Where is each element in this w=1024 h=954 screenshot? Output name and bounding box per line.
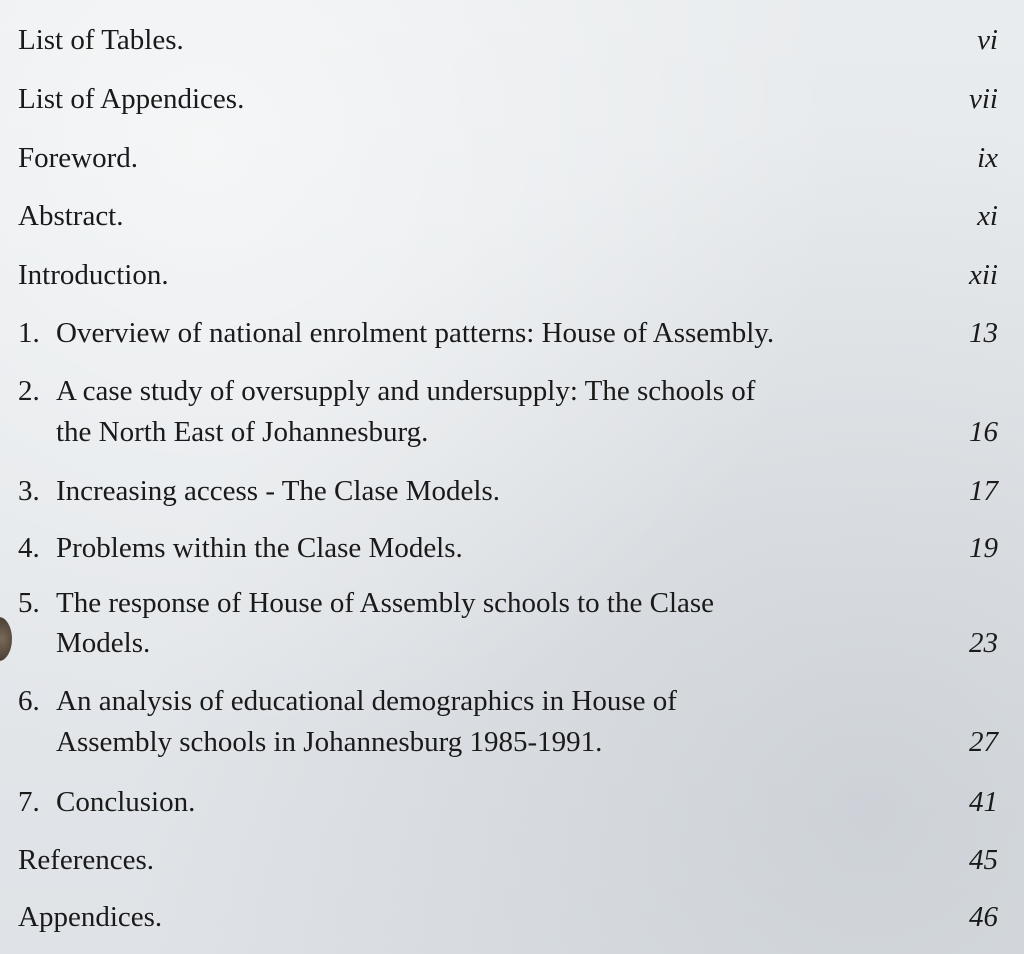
toc-entry-number: 3. bbox=[18, 475, 40, 507]
toc-entry-number: 7. bbox=[18, 786, 40, 818]
toc-entry-page: 46 bbox=[969, 901, 998, 933]
toc-entry-number: 1. bbox=[18, 317, 40, 349]
toc-entry-title: A case study of oversupply and undersupply: The schools of bbox=[56, 375, 756, 407]
toc-entry-number: 2. bbox=[18, 375, 40, 407]
toc-entry-page: xi bbox=[977, 200, 998, 232]
toc-entry-title: List of Appendices. bbox=[18, 83, 245, 115]
toc-entry-number: 6. bbox=[18, 685, 40, 717]
toc-entry-page: 17 bbox=[969, 475, 998, 507]
toc-entry-title: References. bbox=[18, 844, 155, 876]
toc-entry-page: 41 bbox=[969, 786, 998, 818]
toc-entry-page: 27 bbox=[969, 726, 998, 758]
toc-entry-title: Foreword. bbox=[18, 142, 139, 174]
toc-entry-title: The response of House of Assembly schools to the Clase bbox=[56, 587, 715, 619]
toc-entry-page: vi bbox=[977, 24, 998, 56]
toc-entry-page: vii bbox=[969, 83, 998, 115]
toc-entry-page: 23 bbox=[969, 627, 998, 659]
toc-entry-title: the North East of Johannesburg. bbox=[56, 416, 429, 448]
toc-entry-title: Introduction. bbox=[18, 259, 169, 291]
toc-entry-page: ix bbox=[977, 142, 998, 174]
toc-entry-title: Abstract. bbox=[18, 200, 124, 232]
toc-entry-title: List of Tables. bbox=[18, 24, 184, 56]
bleed-through-text bbox=[240, 70, 660, 110]
toc-entry-title: An analysis of educational demographics in House of bbox=[56, 685, 677, 717]
toc-entry-page: 19 bbox=[969, 532, 998, 564]
toc-entry-number: 5. bbox=[18, 587, 40, 619]
toc-entry-page: 13 bbox=[969, 317, 998, 349]
toc-entry-page: xii bbox=[969, 259, 998, 291]
toc-entry-title: Assembly schools in Johannesburg 1985-1991. bbox=[56, 726, 603, 758]
toc-entry-title: Increasing access - The Clase Models. bbox=[56, 475, 500, 507]
toc-entry-title: Models. bbox=[56, 627, 151, 659]
toc-entry-page: 45 bbox=[969, 844, 998, 876]
toc-entry-page: 16 bbox=[969, 416, 998, 448]
toc-entry-title: Appendices. bbox=[18, 901, 163, 933]
toc-entry-title: Problems within the Clase Models. bbox=[56, 532, 463, 564]
toc-entry-title: Overview of national enrolment patterns: House of Assembly. bbox=[56, 317, 775, 349]
page-edge-shadow bbox=[0, 617, 12, 661]
toc-entry-number: 4. bbox=[18, 532, 40, 564]
toc-entry-title: Conclusion. bbox=[56, 786, 196, 818]
